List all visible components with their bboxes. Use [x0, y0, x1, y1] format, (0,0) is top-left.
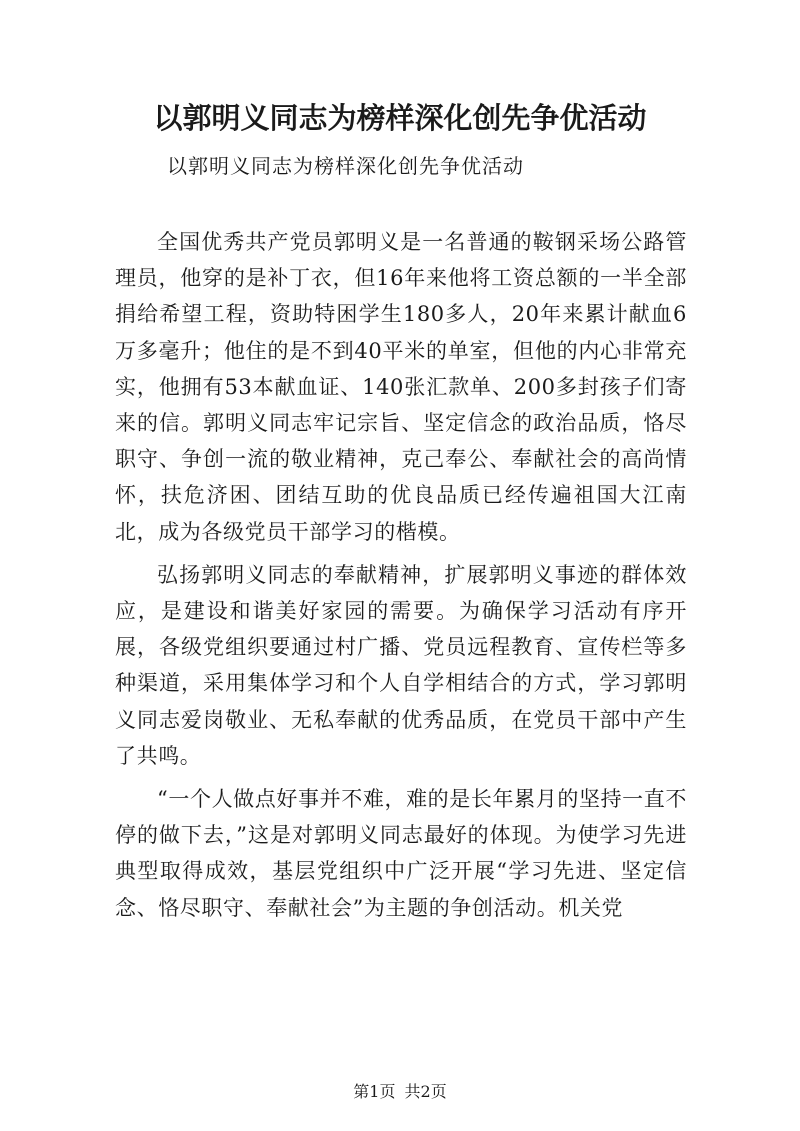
paragraph-2: 弘扬郭明义同志的奉献精神，扩展郭明义事迹的群体效应，是建设和谐美好家园的需要。为确保学习活动有序开展，各级党组织要通过村广播、党员远程教育、宣传栏等多种渠道，采用集体学习和个人自学相结合的方式，学习郭明义同志爱岗敬业、无私奉献的优秀品质，在党员干部中产生了共鸣。: [115, 562, 687, 768]
paragraph-1: 全国优秀共产党员郭明义是一名普通的鞍钢采场公路管理员，他穿的是补丁衣，但16年来他将工资总额的一半全部捐给希望工程，资助特困学生180多人，20年来累计献血6万多毫升；他住的是不到40平米的单室，但他的内心非常充实，他拥有53本献血证、140张汇款单、200多封孩子们寄来的信。郭明义同志牢记宗旨、坚定信念的政治品质，恪尽职守、争创一流的敬业精神，克己奉公、奉献社会的高尚情怀，扶危济困、团结互助的优良品质已经传遍祖国大江南北，成为各级党员干部学习的楷模。: [115, 230, 687, 544]
page-total: 共2页: [404, 1082, 447, 1101]
document-subtitle: 以郭明义同志为榜样深化创先争优活动: [167, 154, 524, 178]
page-footer: [0, 1079, 800, 1102]
page-number: 第1页: [353, 1082, 396, 1101]
paragraph-3: “一个人做点好事并不难，难的是长年累月的坚持一直不停的做下去，”这是对郭明义同志最好的体现。为使学习先进典型取得成效，基层党组织中广泛开展“学习先进、坚定信念、恪尽职守、奉献社会”为主题的争创活动。机关党: [115, 787, 687, 920]
document-body: [115, 224, 687, 933]
document-title: 以郭明义同志为榜样深化创先争优活动: [153, 101, 647, 135]
